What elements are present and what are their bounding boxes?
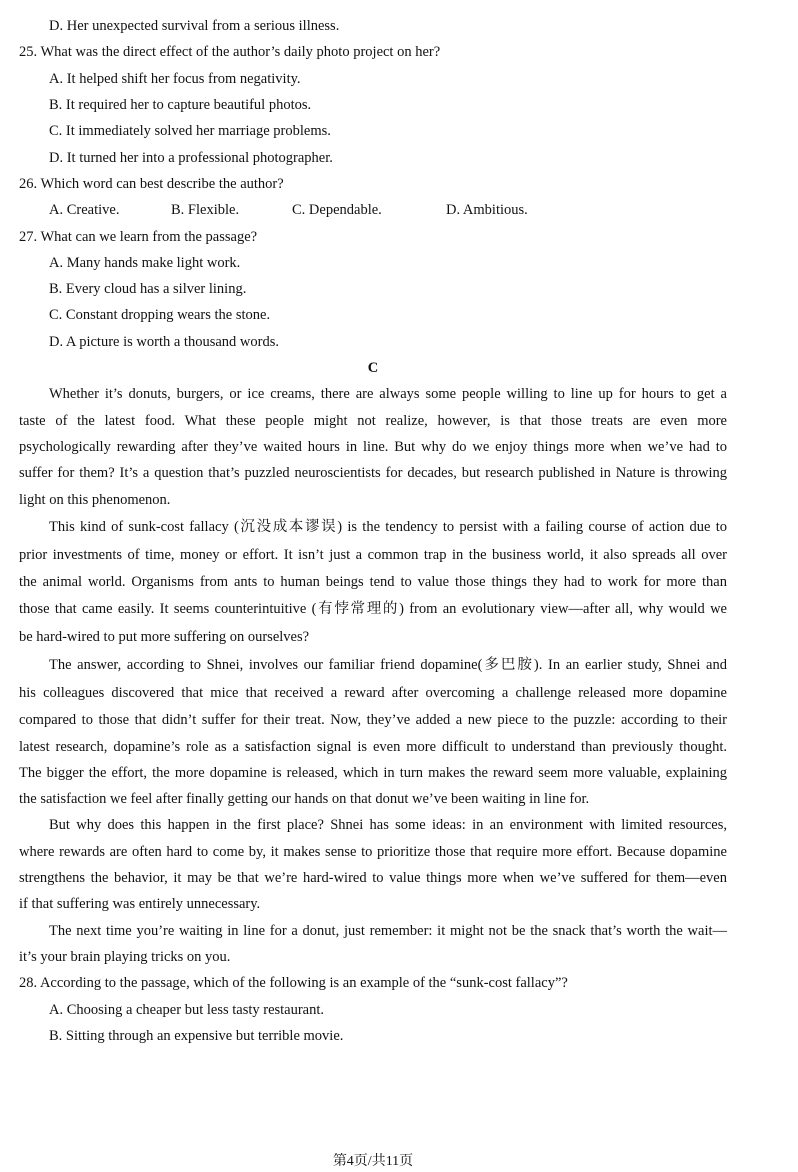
passage-line: those that came easily. It seems counterintuitive (有悖常理的) from an evolutionary view—after all, why would we [19, 601, 727, 617]
q27-stem: 27. What can we learn from the passage? [19, 229, 258, 245]
passage-line: if that suffering was entirely unnecessary. [19, 896, 261, 912]
passage-line: prior investments of time, money or effort. It isn’t just a common trap in the business world, it also spreads all over [19, 547, 727, 563]
q26-option-b: B. Flexible. [171, 202, 240, 218]
q25-stem: 25. What was the direct effect of the author’s daily photo project on her? [19, 44, 441, 60]
q25-option-d: D. It turned her into a professional photographer. [49, 150, 333, 166]
passage-line: This kind of sunk-cost fallacy (沉没成本谬误) is the tendency to persist with a failing course of action due to [49, 519, 727, 535]
page-number: 第4页/共11页 [332, 1154, 414, 1169]
section-c-title: C [367, 360, 379, 376]
q25-option-c: C. It immediately solved her marriage problems. [49, 123, 331, 139]
q28-option-a: A. Choosing a cheaper but less tasty restaurant. [49, 1002, 325, 1018]
passage-line: taste of the latest food. What these people might not realize, however, is that those treats are even more [19, 413, 727, 429]
passage-line: psychologically rewarding after they’ve waited hours in line. But why do we enjoy things more when we’ve had to [19, 439, 727, 455]
q28-stem: 28. According to the passage, which of the following is an example of the “sunk-cost fallacy”? [19, 975, 568, 991]
passage-line: The bigger the effort, the more dopamine is released, which in turn makes the reward seem more valuable, explaining [19, 765, 727, 781]
passage-line: his colleagues discovered that mice that received a reward after overcoming a challenge released more dopamine [19, 685, 727, 701]
q27-option-a: A. Many hands make light work. [49, 255, 241, 271]
passage-line: The answer, according to Shnei, involves our familiar friend dopamine(多巴胺). In an earlier study, Shnei and [49, 657, 727, 673]
passage-line: light on this phenomenon. [19, 492, 171, 508]
q26-option-c: C. Dependable. [292, 202, 382, 218]
passage-line: suffer for them? It’s a question that’s puzzled neuroscientists for decades, but research published in Nature is throwing [19, 465, 727, 481]
passage-line: strengthens the behavior, it may be that we’re hard-wired to value things more when we’ve suffered for them—even [19, 870, 727, 886]
q26-option-d: D. Ambitious. [446, 202, 528, 218]
q27-option-c: C. Constant dropping wears the stone. [49, 307, 271, 323]
passage-line: where rewards are often hard to come by, it makes sense to prioritize those that require more effort. Because dopamine [19, 844, 727, 860]
passage-line: compared to those that didn’t suffer for their treat. Now, they’ve added a new piece to the puzzle: according to their [19, 712, 727, 728]
q26-stem: 26. Which word can best describe the author? [19, 176, 284, 192]
q26-option-a: A. Creative. [49, 202, 120, 218]
q27-option-d: D. A picture is worth a thousand words. [49, 334, 279, 350]
q27-option-b: B. Every cloud has a silver lining. [49, 281, 247, 297]
q28-option-b: B. Sitting through an expensive but terrible movie. [49, 1028, 344, 1044]
passage-line: be hard-wired to put more suffering on ourselves? [19, 629, 310, 645]
q25-option-b: B. It required her to capture beautiful photos. [49, 97, 312, 113]
passage-line: The next time you’re waiting in line for a donut, just remember: it might not be the snack that’s worth the wait— [49, 923, 727, 939]
q25-option-a: A. It helped shift her focus from negativity. [49, 71, 301, 87]
passage-line: it’s your brain playing tricks on you. [19, 949, 231, 965]
passage-line: the satisfaction we feel after finally getting our hands on that donut we’ve been waiting in line for. [19, 791, 590, 807]
passage-line: But why does this happen in the first place? Shnei has some ideas: in an environment with limited resources, [49, 817, 727, 833]
q24-option-d: D. Her unexpected survival from a serious illness. [49, 18, 340, 34]
passage-line: latest research, dopamine’s role as a satisfaction signal is even more difficult to understand than previously thought. [19, 739, 727, 755]
passage-line: the animal world. Organisms from ants to human beings tend to value those things they had to work for more than [19, 574, 727, 590]
passage-line: Whether it’s donuts, burgers, or ice creams, there are always some people willing to line up for hours to get a [49, 386, 727, 402]
